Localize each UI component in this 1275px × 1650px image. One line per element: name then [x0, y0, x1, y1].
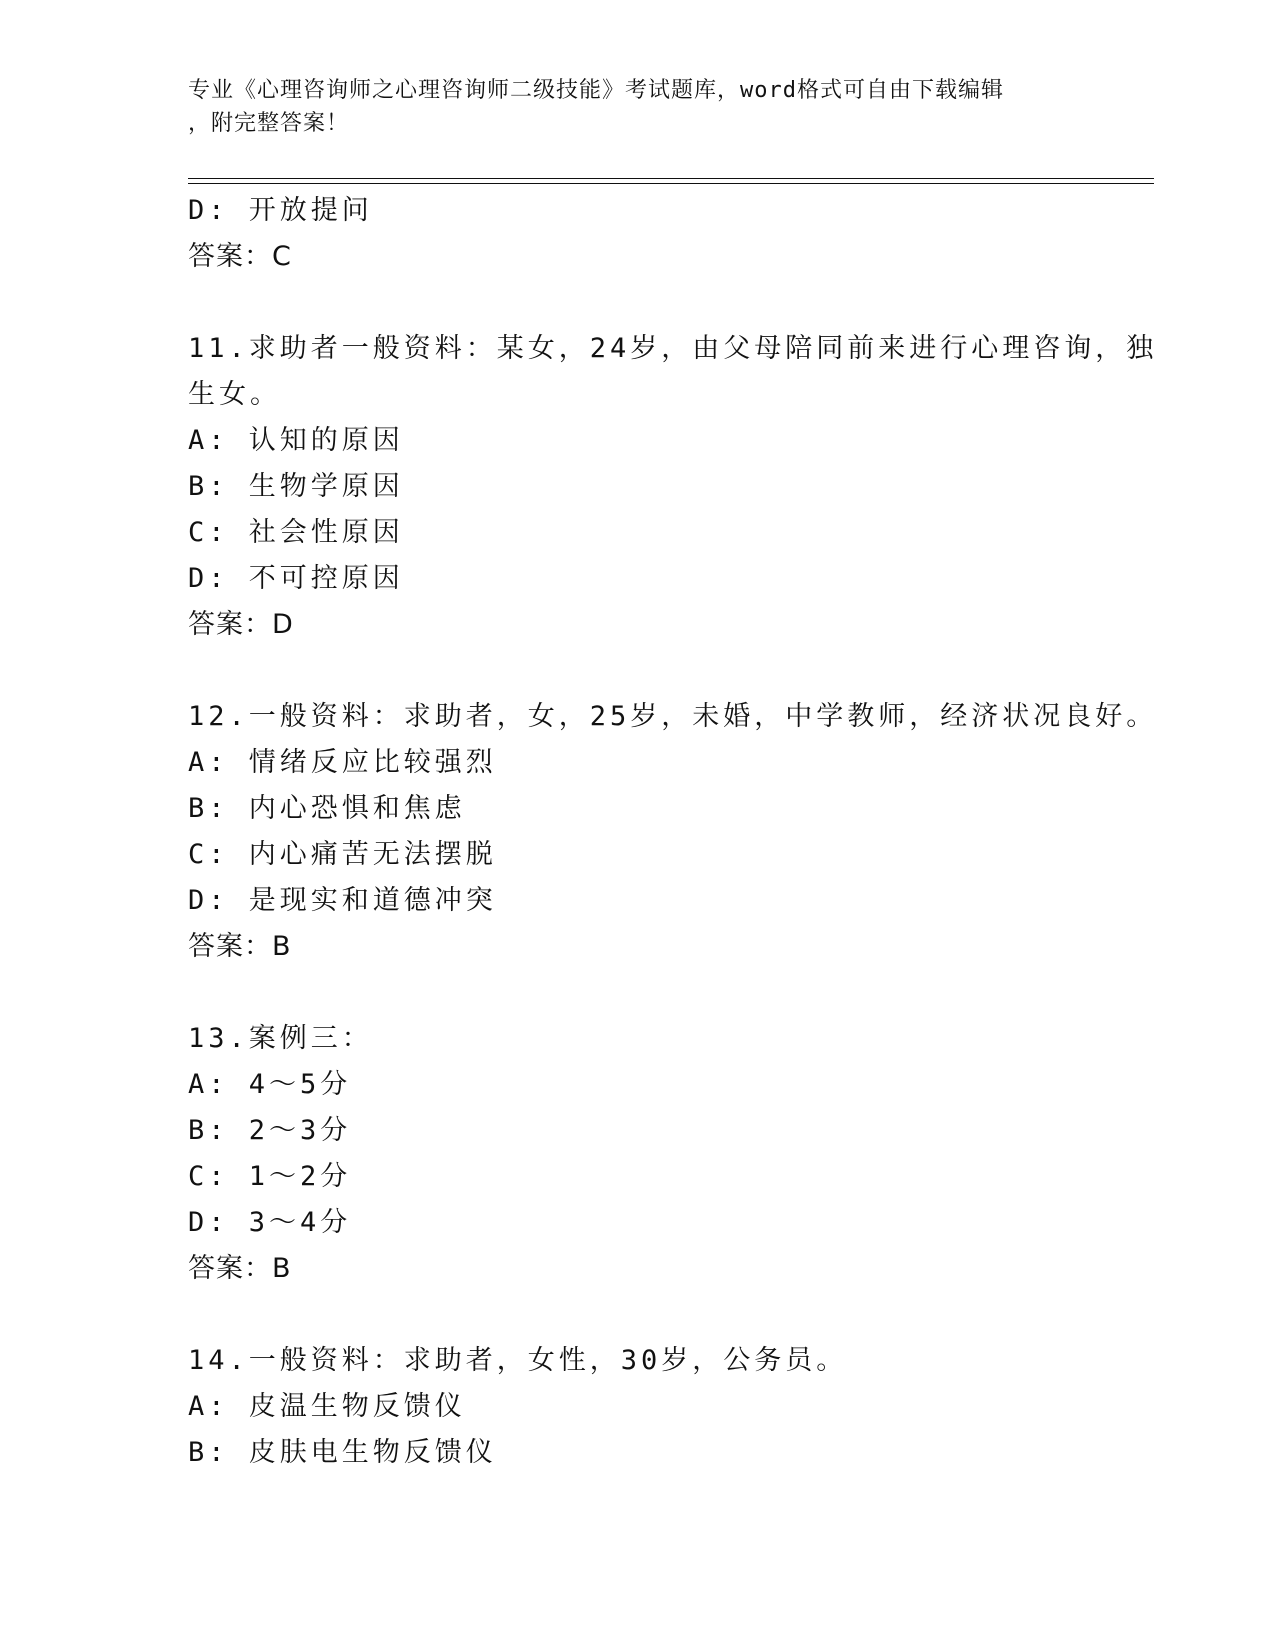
question-13	[188, 1016, 1088, 1292]
header-divider-top	[188, 178, 1154, 179]
question-stem-continued: 生女。	[188, 379, 281, 410]
option-d: D: 不可控原因	[188, 563, 404, 594]
question-stem: 12.一般资料：求助者，女，25岁，未婚，中学教师，经济状况良好。	[188, 701, 1158, 732]
option-a: A: 皮温生物反馈仪	[188, 1391, 466, 1422]
question-12	[188, 694, 1158, 970]
question-stem: 11.求助者一般资料：某女，24岁，由父母陪同前来进行心理咨询，独	[188, 333, 1158, 364]
option-a: A: 情绪反应比较强烈	[188, 747, 497, 778]
question-11	[188, 326, 1158, 648]
option-b: B: 内心恐惧和焦虑	[188, 793, 466, 824]
header-divider-bottom	[188, 183, 1154, 184]
question-stem: 13.案例三：	[188, 1023, 373, 1054]
page-header	[188, 74, 1088, 140]
answer-line: 答案：B	[188, 931, 292, 962]
answer-line: 答案：C	[188, 241, 292, 272]
spacer	[188, 970, 1088, 1016]
option-a: A: 认知的原因	[188, 425, 404, 456]
option-b: B: 生物学原因	[188, 471, 404, 502]
option-d: D: 是现实和道德冲突	[188, 885, 497, 916]
option-c: C: 内心痛苦无法摆脱	[188, 839, 497, 870]
question-10-continued	[188, 188, 1088, 280]
option-a: A: 4～5分	[188, 1069, 352, 1100]
option-c: C: 1～2分	[188, 1161, 352, 1192]
answer-line: 答案：B	[188, 1253, 292, 1284]
option-c: C: 社会性原因	[188, 517, 404, 548]
spacer	[188, 280, 1088, 326]
option-b: B: 皮肤电生物反馈仪	[188, 1437, 497, 1468]
answer-line: 答案：D	[188, 609, 294, 640]
header-title-line-1: 专业《心理咨询师之心理咨询师二级技能》考试题库，word格式可自由下载编辑	[188, 78, 1004, 103]
question-list	[188, 188, 1158, 1476]
spacer	[188, 1292, 1088, 1338]
option-d: D: 3～4分	[188, 1207, 352, 1238]
question-14	[188, 1338, 1088, 1476]
header-title-line-2: ，附完整答案！	[188, 111, 350, 136]
option-d: D: 开放提问	[188, 195, 373, 226]
question-stem: 14.一般资料：求助者，女性，30岁，公务员。	[188, 1345, 848, 1376]
option-b: B: 2～3分	[188, 1115, 352, 1146]
spacer	[188, 648, 1088, 694]
